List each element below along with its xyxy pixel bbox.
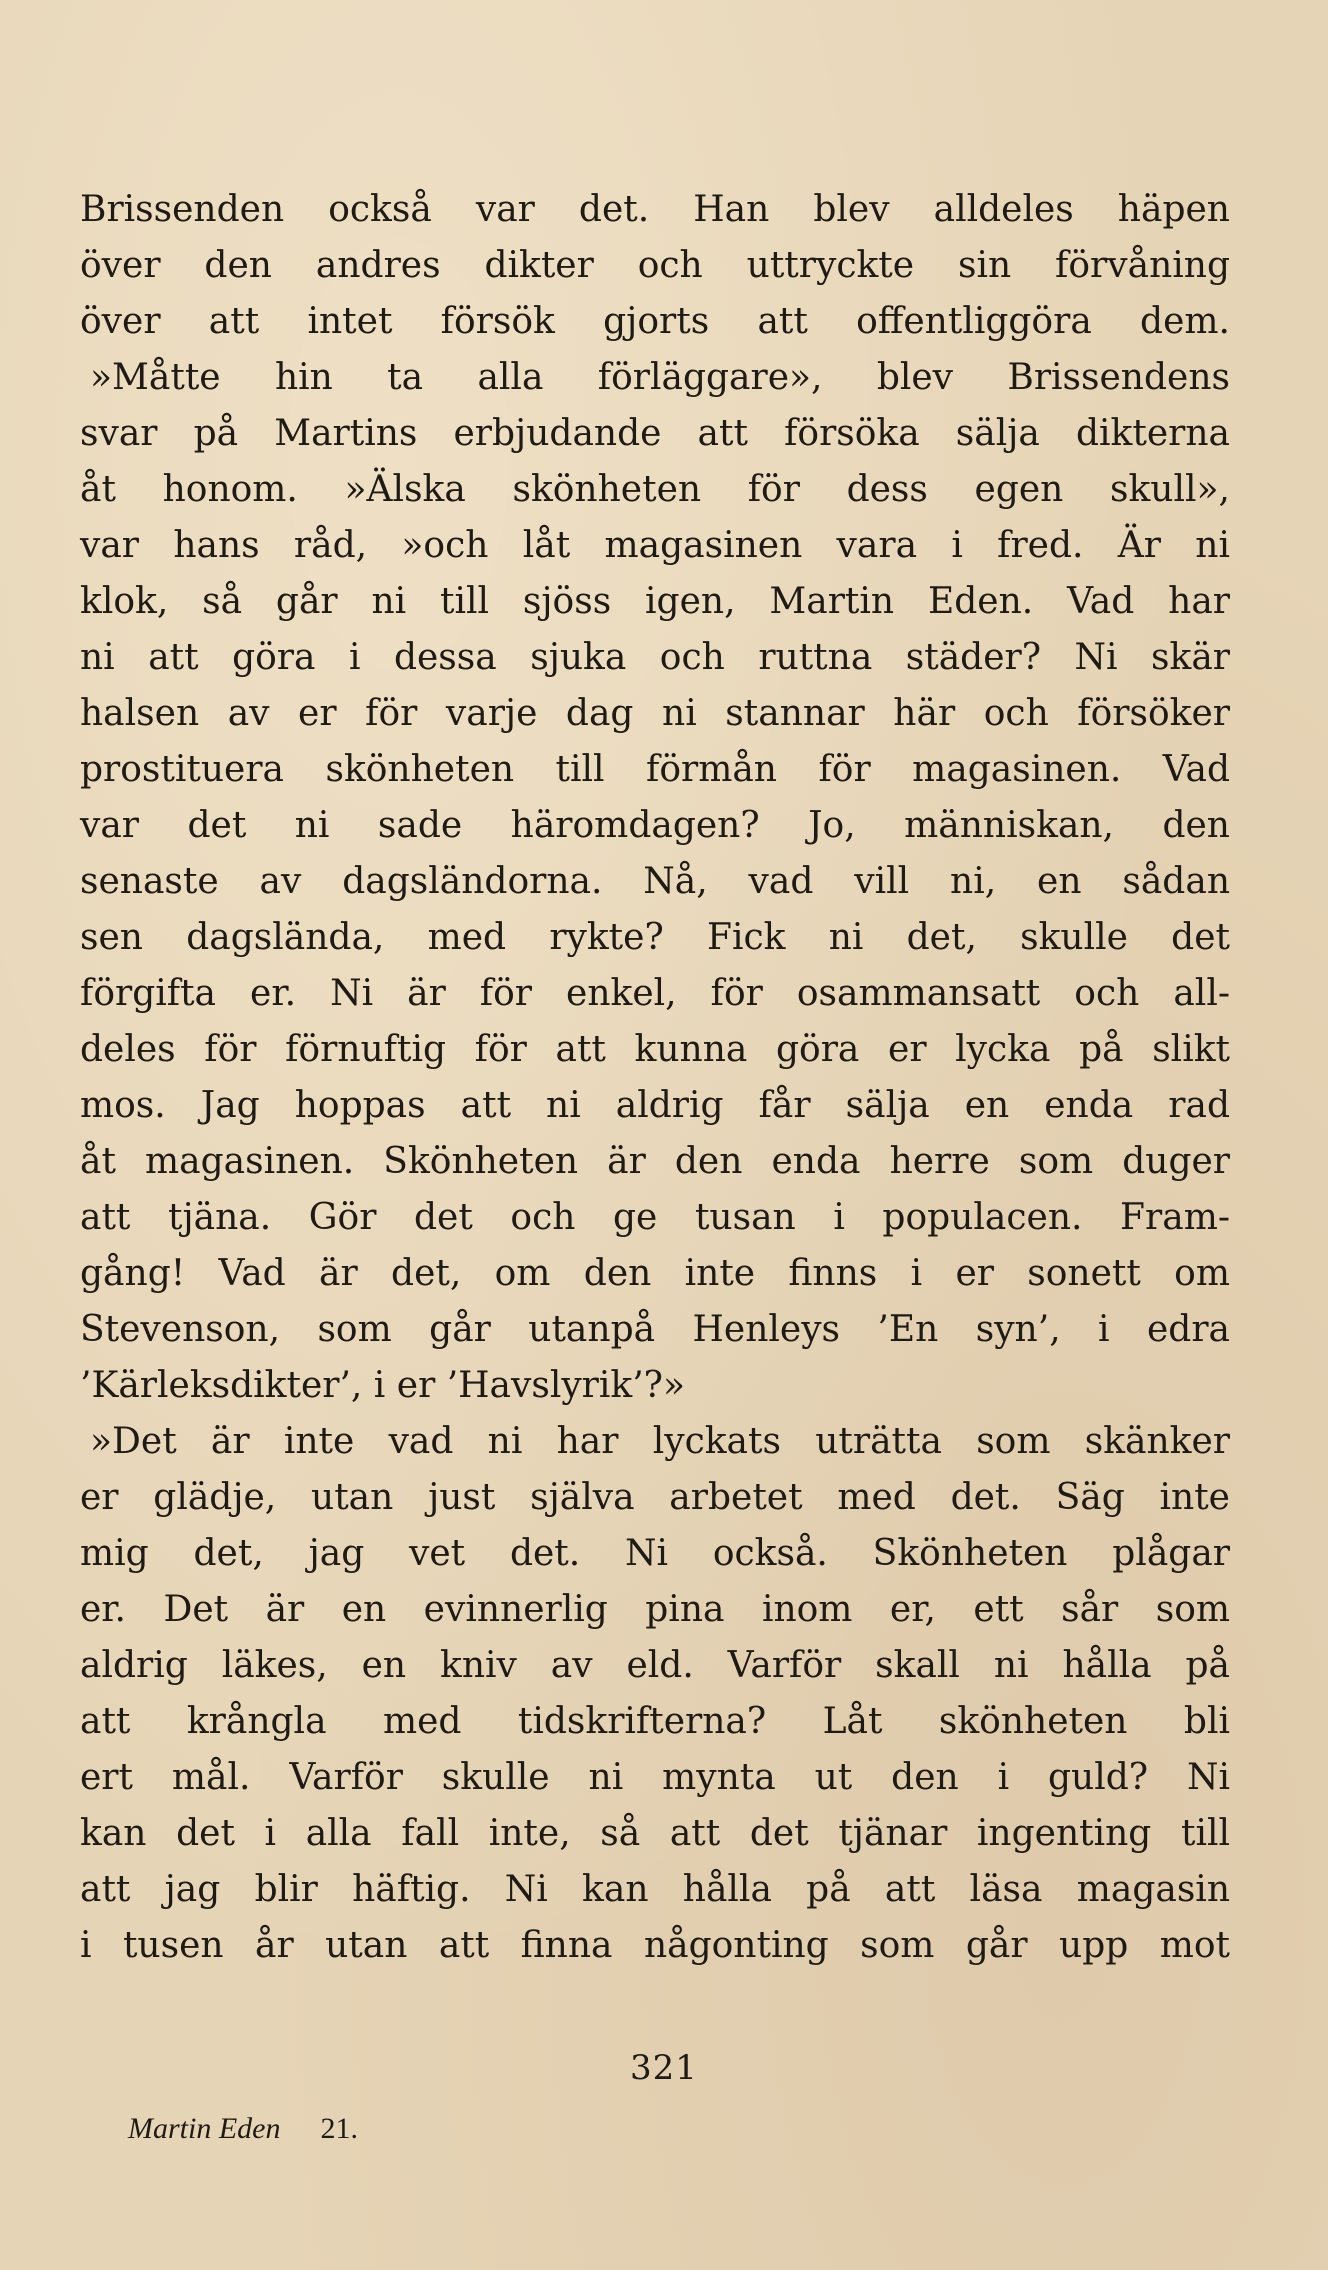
text-line: prostituera skönheten till förmån för magasinen. Vad bbox=[80, 749, 1230, 790]
text-line: att jag blir häftig. Ni kan hålla på att läsa magasin bbox=[80, 1869, 1230, 1910]
signature-title: Martin Eden bbox=[128, 2112, 281, 2145]
text-line: Brissenden också var det. Han blev alldeles häpen bbox=[80, 189, 1230, 230]
text-line: senaste av dagsländorna. Nå, vad vill ni, en sådan bbox=[80, 861, 1230, 902]
text-line: åt magasinen. Skönheten är den enda herre som duger bbox=[80, 1141, 1230, 1182]
text-line: var hans råd, »och låt magasinen vara i fred. Är ni bbox=[80, 525, 1230, 566]
text-line: er. Det är en evinnerlig pina inom er, ett sår som bbox=[80, 1589, 1230, 1630]
page-number: 321 bbox=[630, 2048, 698, 2088]
text-line: gång! Vad är det, om den inte finns i er sonett om bbox=[80, 1253, 1230, 1294]
text-line: sen dagslända, med rykte? Fick ni det, skulle det bbox=[80, 917, 1230, 958]
signature-number: 21. bbox=[320, 2112, 358, 2145]
text-line: över den andres dikter och uttryckte sin förvåning bbox=[80, 245, 1230, 286]
text-line: mos. Jag hoppas att ni aldrig får sälja en enda rad bbox=[80, 1085, 1230, 1126]
text-line: att krångla med tidskrifterna? Låt skönheten bli bbox=[80, 1701, 1230, 1742]
text-line: över att intet försök gjorts att offentliggöra dem. bbox=[80, 301, 1230, 342]
text-line: »Det är inte vad ni har lyckats uträtta som skänker bbox=[90, 1421, 1230, 1462]
text-line: mig det, jag vet det. Ni också. Skönheten plågar bbox=[80, 1533, 1230, 1574]
text-line: aldrig läkes, en kniv av eld. Varför skall ni hålla på bbox=[80, 1645, 1230, 1686]
text-line: ni att göra i dessa sjuka och ruttna städer? Ni skär bbox=[80, 637, 1230, 678]
text-line: ’Kärleksdikter’, i er ’Havslyrik’?» bbox=[80, 1365, 685, 1406]
text-line: deles för förnuftig för att kunna göra er lycka på slikt bbox=[80, 1029, 1230, 1070]
text-line: att tjäna. Gör det och ge tusan i populacen. Fram- bbox=[80, 1197, 1230, 1238]
text-line: åt honom. »Älska skönheten för dess egen skull», bbox=[80, 469, 1230, 510]
text-line: ert mål. Varför skulle ni mynta ut den i guld? Ni bbox=[80, 1757, 1230, 1798]
text-line: i tusen år utan att finna någonting som går upp mot bbox=[80, 1925, 1230, 1966]
text-line: var det ni sade häromdagen? Jo, människan, den bbox=[80, 805, 1230, 846]
printer-signature bbox=[128, 2112, 358, 2146]
text-line: förgifta er. Ni är för enkel, för osammansatt och all- bbox=[80, 973, 1230, 1014]
text-line: er glädje, utan just själva arbetet med det. Säg inte bbox=[80, 1477, 1230, 1518]
text-line: klok, så går ni till sjöss igen, Martin Eden. Vad har bbox=[80, 581, 1230, 622]
text-line: svar på Martins erbjudande att försöka sälja dikterna bbox=[80, 413, 1230, 454]
text-line: Stevenson, som går utanpå Henleys ’En syn’, i edra bbox=[80, 1309, 1230, 1350]
body-text bbox=[80, 182, 1230, 1974]
text-line: kan det i alla fall inte, så att det tjänar ingenting till bbox=[80, 1813, 1230, 1854]
text-line: »Måtte hin ta alla förläggare», blev Brissendens bbox=[90, 357, 1230, 398]
text-line: halsen av er för varje dag ni stannar här och försöker bbox=[80, 693, 1230, 734]
